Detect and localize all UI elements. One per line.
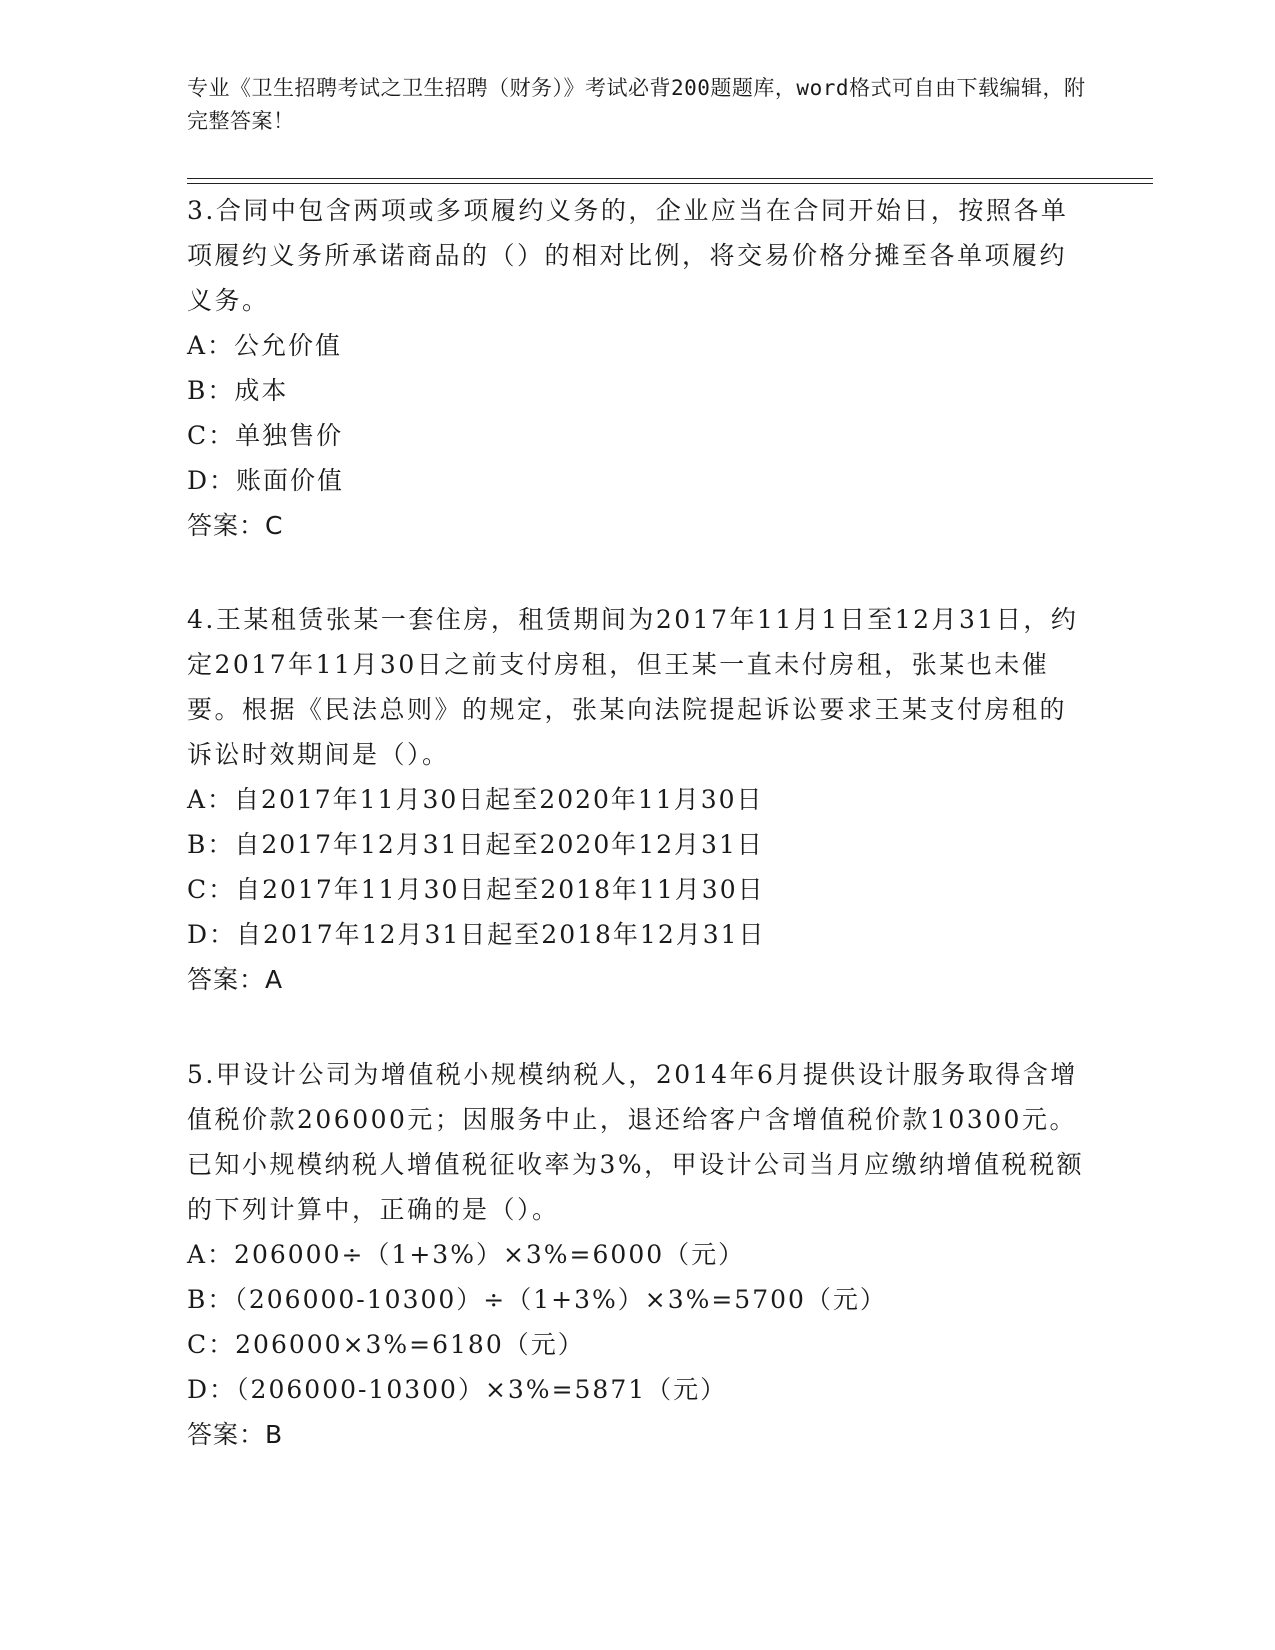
option-c: C：自2017年11月30日起至2018年11月30日 xyxy=(187,875,765,904)
option-c: C：206000×3%=6180（元） xyxy=(187,1330,585,1359)
question-4 xyxy=(187,597,1087,1002)
option-a: A：公允价值 xyxy=(187,331,343,360)
header-divider-top xyxy=(187,178,1153,179)
option-d: D：账面价值 xyxy=(187,466,345,495)
option-d: D：自2017年12月31日起至2018年12月31日 xyxy=(187,920,766,949)
option-d: D：（206000-10300）×3%=5871（元） xyxy=(187,1375,728,1404)
option-b: B：自2017年12月31日起至2020年12月31日 xyxy=(187,830,764,859)
question-stem: 3.合同中包含两项或多项履约义务的，企业应当在合同开始日，按照各单项履约义务所承诺商品的（）的相对比例，将交易价格分摊至各单项履约义务。 xyxy=(187,196,1069,315)
answer: 答案：B xyxy=(187,1420,284,1449)
answer: 答案：C xyxy=(187,511,284,540)
option-b: B：（206000-10300）÷（1+3%）×3%=5700（元） xyxy=(187,1285,887,1314)
option-b: B：成本 xyxy=(187,376,289,405)
option-c: C：单独售价 xyxy=(187,421,344,450)
answer: 答案：A xyxy=(187,965,284,994)
header-divider-bottom xyxy=(187,183,1153,184)
question-3 xyxy=(187,188,1087,548)
question-5 xyxy=(187,1052,1087,1457)
document-header: 专业《卫生招聘考试之卫生招聘（财务）》考试必背200题题库，word格式可自由下载编辑，附完整答案！ xyxy=(187,76,1086,133)
question-stem: 5.甲设计公司为增值税小规模纳税人，2014年6月提供设计服务取得含增值税价款206000元；因服务中止，退还给客户含增值税价款10300元。已知小规模纳税人增值税征收率为3%，甲设计公司当月应缴纳增值税税额的下列计算中，正确的是（）。 xyxy=(187,1060,1085,1224)
option-a: A：206000÷（1+3%）×3%=6000（元） xyxy=(187,1240,746,1269)
question-stem: 4.王某租赁张某一套住房，租赁期间为2017年11月1日至12月31日，约定2017年11月30日之前支付房租，但王某一直未付房租，张某也未催要。根据《民法总则》的规定，张某向法院提起诉讼要求王某支付房租的诉讼时效期间是（）。 xyxy=(187,605,1079,769)
option-a: A：自2017年11月30日起至2020年11月30日 xyxy=(187,785,764,814)
